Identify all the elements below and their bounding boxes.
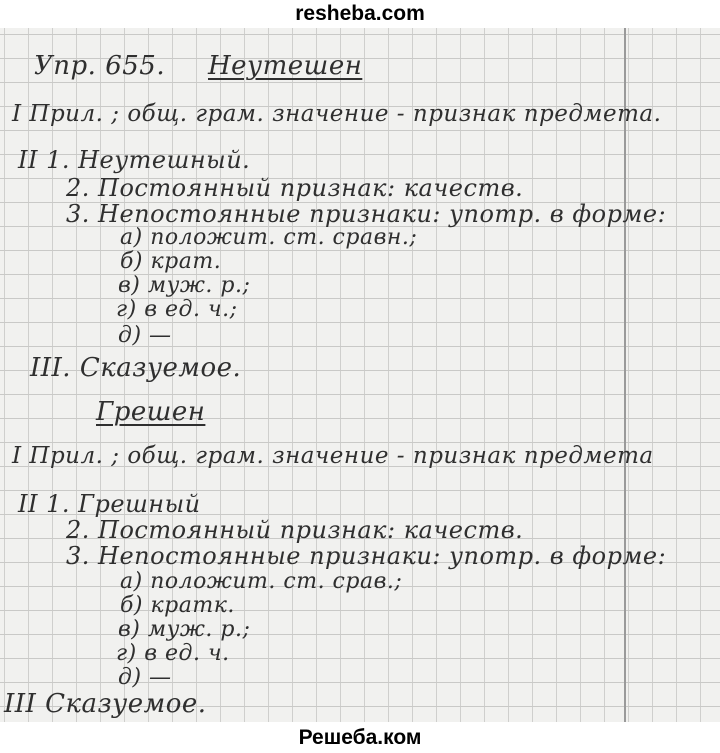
word1-constant-feature: 2. Постоянный признак: качеств.: [66, 174, 524, 202]
word2-feature-d: г) в ед. ч.: [116, 641, 230, 666]
site-footer: Решеба.ком: [0, 722, 720, 753]
word2-part-of-speech: I Прил. ; общ. грам. значение - признак предмета: [12, 443, 654, 469]
word1-initial-form: II 1. Неутешный.: [18, 146, 251, 174]
word2-feature-a: а) положит. ст. срав.;: [120, 569, 403, 594]
exercise-label: Упр. 655.: [34, 51, 166, 81]
word2-initial-form: II 1. Грешный: [18, 490, 201, 518]
word1-variable-features: 3. Непостоянные признаки: употр. в форме:: [66, 200, 667, 228]
notebook-page: [0, 28, 720, 722]
word2-title: Грешен: [96, 397, 206, 427]
word1-part-of-speech: I Прил. ; общ. грам. значение - признак предмета.: [12, 101, 662, 127]
word2-feature-c: в) муж. р.;: [118, 617, 251, 642]
word1-feature-a: а) положит. ст. сравн.;: [120, 225, 418, 250]
word2-constant-feature: 2. Постоянный признак: качеств.: [66, 516, 524, 544]
site-header: resheba.com: [0, 0, 720, 28]
word2-feature-e: д) —: [118, 665, 172, 690]
word1-syntactic-role: III. Сказуемое.: [30, 353, 242, 383]
word2-syntactic-role: III Сказуемое.: [4, 689, 207, 719]
word2-variable-features: 3. Непостоянные признаки: употр. в форме:: [66, 542, 667, 570]
word2-feature-b: б) кратк.: [120, 593, 235, 618]
word1-feature-d: г) в ед. ч.;: [116, 297, 238, 322]
word1-feature-e: д) —: [118, 323, 172, 348]
word1-feature-b: б) крат.: [120, 249, 222, 274]
word1-feature-c: в) муж. р.;: [118, 273, 251, 298]
word1-title: Неутешен: [208, 51, 363, 81]
